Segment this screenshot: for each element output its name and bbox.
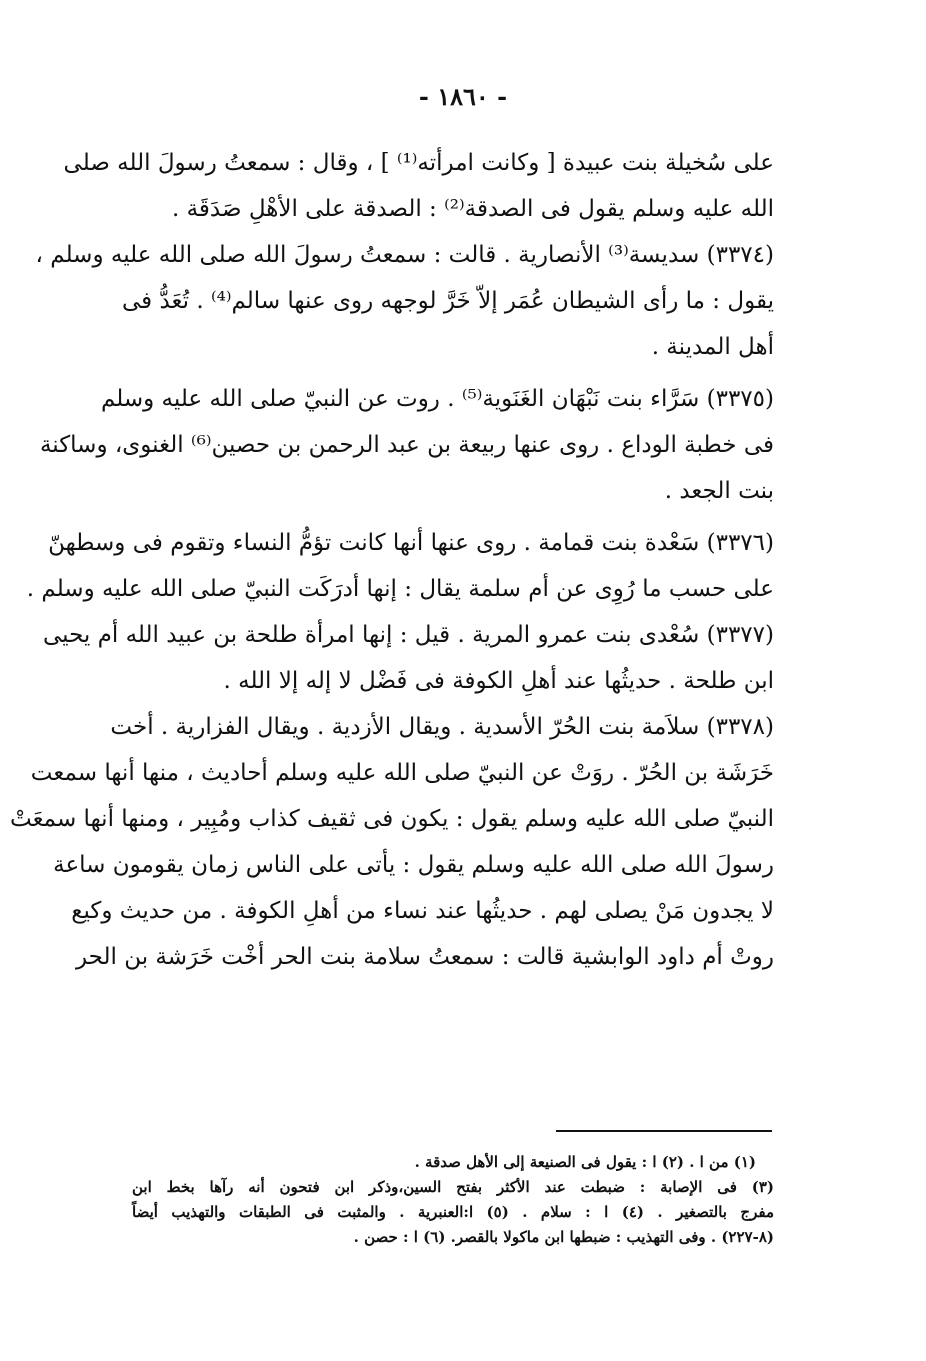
text-line: النبيّ صلى الله عليه وسلم يقول : يكون فى ثقيف كذاب ومُبِير ، ومنها أنها سمعَتْ bbox=[10, 806, 774, 832]
text-line: على سُخيلة بنت عبيدة [ وكانت امرأته⁽¹⁾ ] ، وقال : سمعتُ رسولَ الله صلى bbox=[63, 150, 774, 176]
footnotes bbox=[132, 1150, 774, 1250]
text-line: فى خطبة الوداع . روى عنها ربيعة بن عبد الرحمن بن حصين⁽⁶⁾ الغنوى، وساكنة bbox=[39, 432, 774, 458]
text-line: لا يجدون مَنْ يصلى لهم . حديثُها عند نساء من أهلِ الكوفة . من حديث وكيع bbox=[71, 898, 774, 924]
footnote-line: (٨-٢٢٧) . وفى التهذيب : ضبطها ابن ماكولا بالقصر. (٦) ا : حصن . bbox=[353, 1228, 774, 1246]
text-line: (٣٣٧٦) سَعْدة بنت قمامة . روى عنها أنها كانت تؤمُّ النساء وتقوم فى وسطهنّ bbox=[48, 530, 774, 556]
text-line: خَرَشَة بن الحُرّ . روَتْ عن النبيّ صلى الله عليه وسلم أحاديث ، منها أنها سمعت bbox=[30, 760, 774, 786]
text-line: (٣٣٧٤) سديسة⁽³⁾ الأنصارية . قالت : سمعتُ رسولَ الله صلى الله عليه وسلم ، bbox=[35, 242, 774, 268]
footnote-line: (١) من ا . (٢) ا : يقول فى الصنيعة إلى الأهل صدقة . bbox=[414, 1153, 756, 1171]
text-line: ابن طلحة . حديثُها عند أهلِ الكوفة فى فَضْل لا إله إلا الله . bbox=[223, 668, 774, 694]
text-line: رسولَ الله صلى الله عليه وسلم يقول : يأتى على الناس زمان يقومون ساعة bbox=[53, 852, 774, 878]
text-line: يقول : ما رأى الشيطان عُمَر إلاّ خَرَّ لوجهه روى عنها سالم⁽⁴⁾ . تُعَدُّ فى bbox=[121, 288, 774, 314]
footnote-line: مفرج بالتصغير . (٤) ا : سلام . (٥) ا:العنبرية . والمثبت فى الطبقات والتهذيب أيضاً bbox=[132, 1203, 774, 1221]
text-line: (٣٣٧٨) سلاَمة بنت الحُرّ الأسدية . ويقال الأزدية . ويقال الفزارية . أخت bbox=[110, 714, 774, 740]
footnote-divider bbox=[556, 1130, 772, 1132]
footnote-line: (٣) فى الإصابة : ضبطت عند الأكثر بفتح السين،وذكر ابن فتحون أنه رآها بخط ابن bbox=[132, 1178, 774, 1196]
text-line: على حسب ما رُوِى عن أم سلمة يقال : إنها أدرَكَت النبيّ صلى الله عليه وسلم . bbox=[26, 576, 774, 602]
text-line: أهل المدينة . bbox=[651, 334, 774, 360]
main-text bbox=[10, 140, 774, 980]
text-line: الله عليه وسلم يقول فى الصدقة⁽²⁾ : الصدقة على الأهْلِ صَدَقَة . bbox=[171, 196, 774, 222]
text-line: (٣٣٧٥) سَرَّاء بنت نَبْهَان الغَنَوية⁽⁵⁾ . روت عن النبيّ صلى الله عليه وسلم bbox=[100, 386, 774, 412]
text-line: روتْ أم داود الوابشية قالت : سمعتُ سلامة بنت الحر أخْت خَرَشة بن الحر bbox=[75, 944, 774, 970]
page-number: - ١٨٦٠ - bbox=[418, 82, 508, 111]
text-line: بنت الجعد . bbox=[664, 478, 774, 504]
text-line: (٣٣٧٧) سُعْدى بنت عمرو المرية . قيل : إنها امرأة طلحة بن عبيد الله أم يحيى bbox=[42, 622, 774, 648]
